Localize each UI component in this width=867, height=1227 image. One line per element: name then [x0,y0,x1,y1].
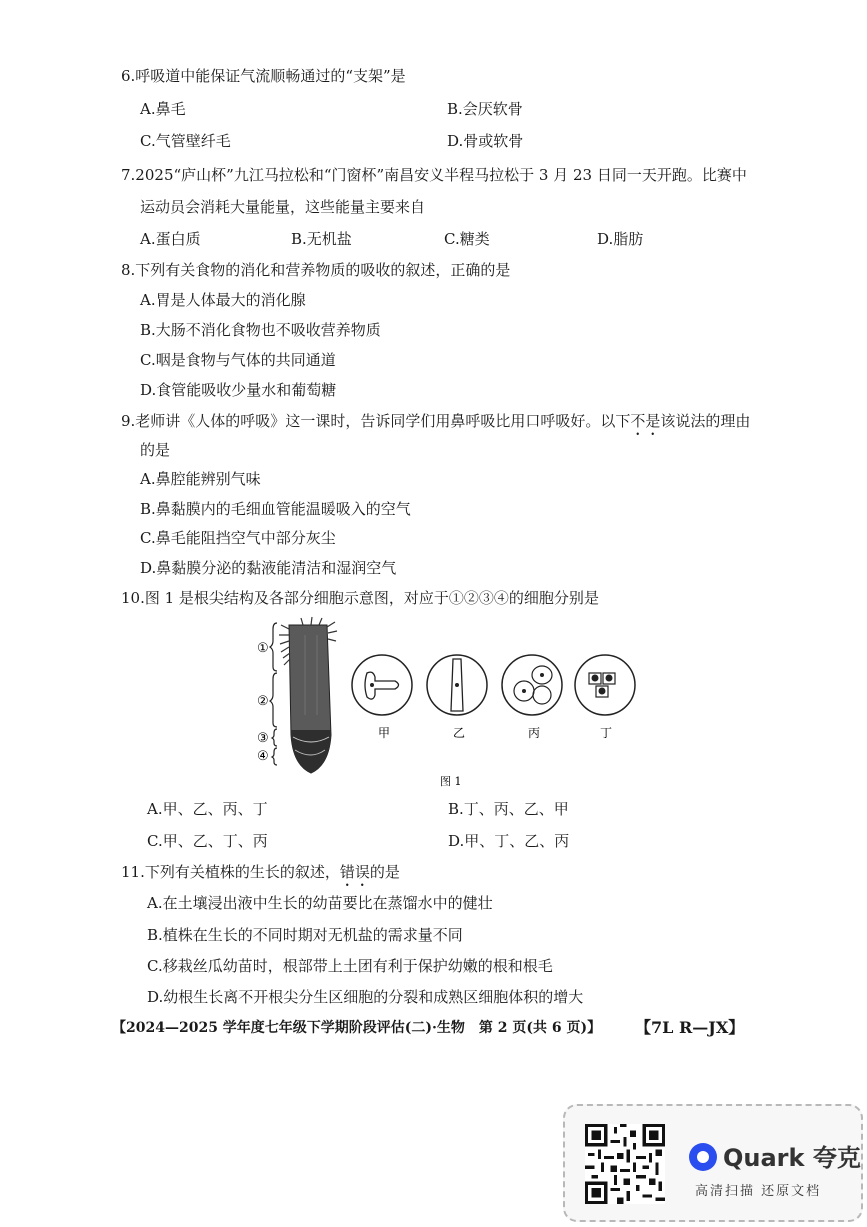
q11-option-c: C.移栽丝瓜幼苗时，根部带上土团有利于保护幼嫩的根和根毛 [147,957,553,975]
brace-1 [270,623,277,671]
q8-option-a: A.胃是人体最大的消化腺 [140,291,306,309]
page-footer: 【2024—2025 学年度七年级下学期阶段评估(二)·生物 第 2 页(共 6 页)】 [112,1020,602,1036]
q7-option-b: B.无机盐 [291,230,352,248]
brace-3 [272,729,277,746]
brace-2 [270,673,277,727]
q10-option-c: C.甲、乙、丁、丙 [147,832,268,850]
qr-code-icon [585,1124,665,1204]
cell-ding [575,655,635,715]
quark-logo-icon [689,1143,717,1171]
root-tip-drawing [279,617,337,773]
region-label-2: ② [257,694,269,709]
q7-option-d: D.脂肪 [597,230,644,248]
q6-stem: 6.呼吸道中能保证气流顺畅通过的“支架”是 [121,67,406,85]
q7-stem-line1: 7.2025“庐山杯”九江马拉松和“门窗杯”南昌安义半程马拉松于 3 月 23 日同一天开跑。比赛中 [121,166,747,184]
cell-label-bing: 丙 [528,726,541,740]
quark-brand-text: Quark 夸克 [723,1144,861,1172]
q11-stem-part2: 的是 [369,863,400,881]
cell-yi [427,655,487,715]
q9-option-c: C.鼻毛能阻挡空气中部分灰尘 [140,529,336,547]
q6-option-a: A.鼻毛 [140,100,186,118]
figure-caption: 图 1 [440,775,462,788]
q8-option-c: C.咽是食物与气体的共同通道 [140,351,336,369]
q7-option-a: A.蛋白质 [140,230,201,248]
quark-slogan: 高清扫描 还原文档 [695,1184,822,1199]
q8-option-d: D.食管能吸收少量水和葡萄糖 [140,381,337,399]
cell-bing [502,655,562,715]
q10-stem: 10.图 1 是根尖结构及各部分细胞示意图，对应于①②③④的细胞分别是 [121,589,599,607]
cell-label-ding: 丁 [600,726,613,740]
region-label-3: ③ [257,731,269,746]
q7-stem-line2: 运动员会消耗大量能量，这些能量主要来自 [140,198,426,216]
root-tip-figure [245,615,645,795]
q10-option-a: A.甲、乙、丙、丁 [147,800,268,818]
q9-option-a: A.鼻腔能辨别气味 [140,470,261,488]
q9-stem-part1: 9.老师讲《人体的呼吸》这一课时，告诉同学们用鼻呼吸比用口呼吸好。以下 [121,412,631,430]
cell-label-jia: 甲 [378,726,391,740]
q6-option-d: D.骨或软骨 [447,132,524,150]
q10-option-b: B.丁、丙、乙、甲 [448,800,569,818]
q8-stem: 8.下列有关食物的消化和营养物质的吸收的叙述，正确的是 [121,261,511,279]
q11-emphasis-wrong: 错误 [339,863,370,881]
q11-option-a: A.在土壤浸出液中生长的幼苗要比在蒸馏水中的健壮 [147,894,493,912]
q9-option-b: B.鼻黏膜内的毛细血管能温暖吸入的空气 [140,500,411,518]
region-label-4: ④ [257,749,269,764]
q11-option-b: B.植株在生长的不同时期对无机盐的需求量不同 [147,926,463,944]
q9-emphasis-not: 不是 [630,412,661,430]
cell-label-yi: 乙 [453,726,466,740]
q11-option-d: D.幼根生长离不开根尖分生区细胞的分裂和成熟区细胞体积的增大 [147,988,584,1006]
q9-stem-part2: 该说法的理由 [660,412,751,430]
q6-option-c: C.气管壁纤毛 [140,132,231,150]
q9-stem-line2: 的是 [140,441,171,459]
quark-watermark [563,1104,863,1222]
cell-jia [352,655,412,715]
q7-option-c: C.糖类 [444,230,490,248]
q11-stem [121,862,400,890]
quark-brand [689,1138,861,1173]
q6-option-b: B.会厌软骨 [447,100,523,118]
q10-option-d: D.甲、丁、乙、丙 [448,832,570,850]
paper-code: 【7L R—JX】 [635,1018,745,1037]
q9-option-d: D.鼻黏膜分泌的黏液能清洁和湿润空气 [140,559,397,577]
brace-4 [272,748,277,765]
region-label-1: ① [257,641,269,656]
q11-stem-part1: 11.下列有关植株的生长的叙述， [121,863,340,881]
q9-stem-line1 [121,411,750,439]
q8-option-b: B.大肠不消化食物也不吸收营养物质 [140,321,381,339]
